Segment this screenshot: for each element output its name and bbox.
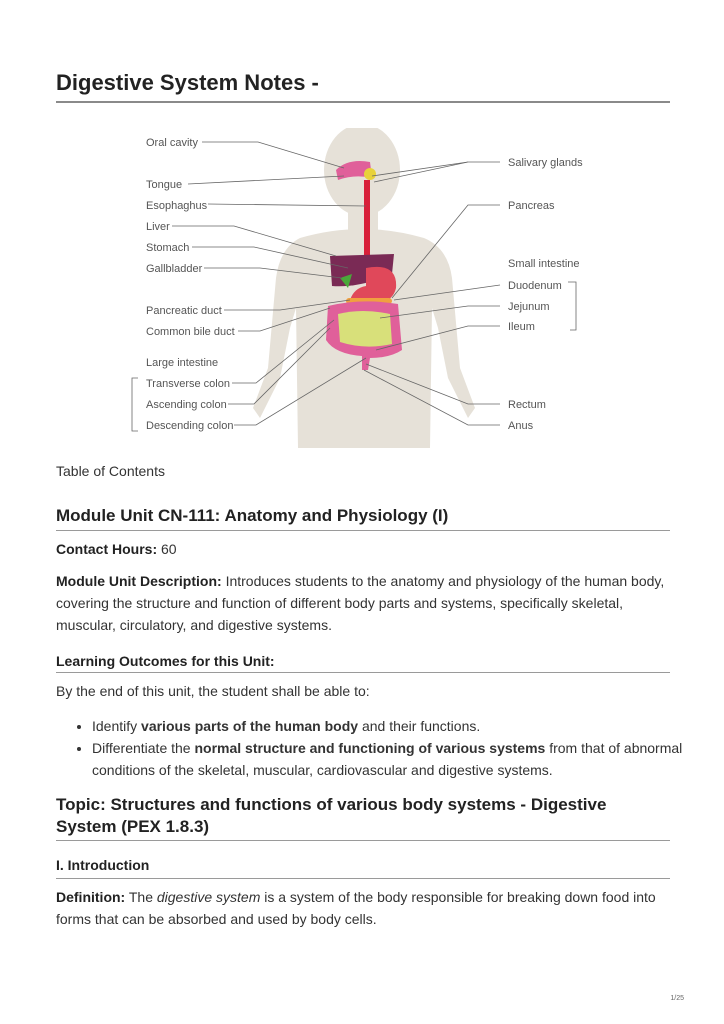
large-intestine-bracket bbox=[132, 378, 138, 431]
small-intestine-bracket bbox=[568, 282, 576, 330]
contact-hours bbox=[56, 538, 670, 560]
definition-text: is a system of the body responsible for breaking down food into forms that can be absorbed and used by body cells. bbox=[56, 889, 656, 927]
label-liver: Liver bbox=[146, 221, 170, 233]
definition-text: The bbox=[128, 889, 157, 905]
definition-term: digestive system bbox=[156, 889, 261, 905]
label-salivary-glands: Salivary glands bbox=[508, 157, 583, 169]
description-label: Module Unit Description: bbox=[56, 573, 222, 589]
table-of-contents-link[interactable]: Table of Contents bbox=[56, 463, 165, 479]
label-anus: Anus bbox=[508, 420, 534, 432]
label-small-intestine: Small intestine bbox=[508, 258, 580, 270]
diagram-svg bbox=[130, 128, 600, 450]
outcome-item bbox=[92, 737, 706, 781]
description-text: Introduces students to the anatomy and physiology of the human body, covering the structure and function of different body parts and systems, specifically skeletal, muscular, circulatory, and digestive systems. bbox=[56, 573, 665, 633]
contact-hours-value: 60 bbox=[161, 541, 177, 557]
label-gallbladder: Gallbladder bbox=[146, 263, 203, 275]
page-title: Digestive System Notes - bbox=[56, 70, 319, 95]
outcome-text: from that of abnormal conditions of the skeletal, muscular, cardiovascular and digestive systems. bbox=[92, 740, 683, 778]
label-stomach: Stomach bbox=[146, 242, 190, 254]
label-common-bile-duct: Common bile duct bbox=[146, 326, 235, 338]
outcome-item bbox=[92, 715, 706, 737]
definition bbox=[56, 886, 670, 930]
outcome-emphasis: normal structure and functioning of various systems bbox=[194, 740, 546, 756]
topic-heading: Topic: Structures and functions of various body systems - Digestive System (PEX 1.8.3) bbox=[56, 795, 607, 836]
outcome-text: Differentiate the bbox=[92, 740, 195, 756]
topic-divider bbox=[56, 840, 670, 841]
outcome-text: and their functions. bbox=[358, 718, 481, 734]
definition-label: Definition: bbox=[56, 889, 126, 905]
label-ascending-colon: Ascending colon bbox=[146, 399, 227, 411]
label-ileum: Ileum bbox=[508, 321, 535, 333]
small-intestine-shape bbox=[338, 311, 392, 347]
outcome-emphasis: various parts of the human body bbox=[141, 718, 359, 734]
label-descending-colon: Descending colon bbox=[146, 420, 234, 432]
introduction-divider bbox=[56, 878, 670, 879]
module-description bbox=[56, 570, 670, 636]
page-number: 1/25 bbox=[670, 995, 684, 1002]
label-esophagus: Esophaghus bbox=[146, 200, 208, 212]
label-tongue: Tongue bbox=[146, 179, 183, 191]
outcomes-intro: By the end of this unit, the student shall be able to: bbox=[56, 683, 370, 699]
label-rectum: Rectum bbox=[508, 399, 546, 411]
label-pancreas: Pancreas bbox=[508, 200, 555, 212]
digestive-system-diagram bbox=[130, 128, 600, 450]
salivary-gland-shape bbox=[364, 168, 376, 180]
outcome-text: Identify bbox=[92, 718, 142, 734]
label-duodenum: Duodenum bbox=[508, 280, 562, 292]
outcomes-list bbox=[56, 715, 706, 781]
module-divider bbox=[56, 530, 670, 531]
title-divider bbox=[56, 101, 670, 103]
label-large-intestine: Large intestine bbox=[146, 357, 219, 369]
contact-hours-label: Contact Hours: bbox=[56, 541, 158, 557]
outcomes-divider bbox=[56, 672, 670, 673]
label-jejunum: Jejunum bbox=[508, 301, 550, 313]
label-pancreatic-duct: Pancreatic duct bbox=[146, 305, 222, 317]
outcomes-heading: Learning Outcomes for this Unit: bbox=[56, 653, 275, 669]
label-oral-cavity: Oral cavity bbox=[146, 137, 198, 149]
label-transverse-colon: Transverse colon bbox=[146, 378, 230, 390]
introduction-heading: I. Introduction bbox=[56, 857, 150, 873]
module-heading: Module Unit CN-111: Anatomy and Physiology (I) bbox=[56, 506, 449, 525]
